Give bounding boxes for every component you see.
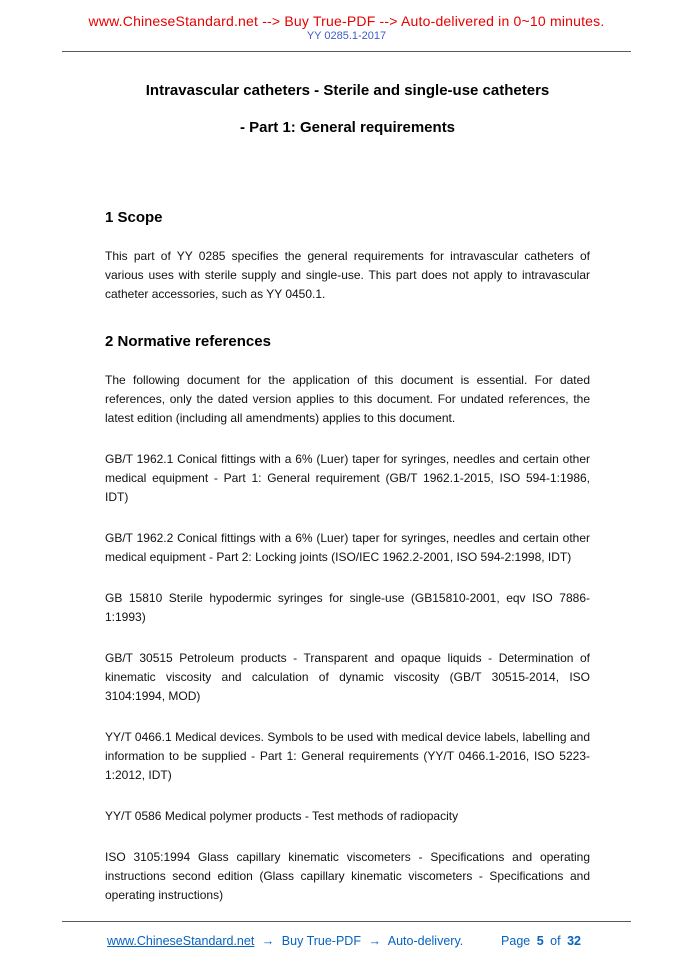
promo-banner[interactable]: www.ChineseStandard.net --> Buy True-PDF --> Auto-delivered in 0~10 minutes.	[88, 13, 605, 29]
paragraph: GB 15810 Sterile hypodermic syringes for single-use (GB15810-2001, eqv ISO 7886-1:1993)	[105, 591, 590, 624]
document-title	[105, 82, 590, 137]
paragraph: GB/T 1962.1 Conical fittings with a 6% (Luer) taper for syringes, needles and certain other medical equipment - Part 1: General requirement (GB/T 1962.1-2015, ISO 594-1:1986, IDT)	[105, 452, 590, 504]
footer-delivery-text: Auto-delivery.	[387, 934, 464, 948]
document-body	[0, 82, 693, 905]
paragraph: GB/T 30515 Petroleum products - Transparent and opaque liquids - Determination of kinematic viscosity and calculation of dynamic viscosity (GB/T 30515-2014, ISO 3104:1994, MOD)	[105, 651, 590, 703]
arrow-right-icon: →	[368, 934, 381, 948]
page-footer	[0, 921, 693, 948]
page-of-label: of	[550, 934, 561, 948]
paragraph: ISO 3105:1994 Glass capillary kinematic viscometers - Specifications and operating instructions second edition (Glass capillary kinematic viscometers - Specifications and operating instructions)	[105, 850, 590, 902]
page-total: 32	[567, 934, 581, 948]
section-heading-scope: 1 Scope	[105, 209, 163, 226]
paragraph: The following document for the application of this document is essential. For dated references, only the dated version applies to this document. For undated references, the latest edition (including all amendments) applies to this document.	[105, 373, 590, 425]
paragraph: YY/T 0466.1 Medical devices. Symbols to be used with medical device labels, labelling and information to be supplied - Part 1: General requirements (YY/T 0466.1-2016, ISO 5223-1:2012, IDT)	[105, 730, 590, 782]
header-divider	[62, 51, 631, 52]
page-indicator	[498, 934, 581, 948]
paragraph: YY/T 0586 Medical polymer products - Test methods of radiopacity	[105, 809, 459, 823]
page-label: Page	[501, 934, 531, 948]
doc-code-label: YY 0285.1-2017	[306, 30, 387, 42]
footer-divider	[62, 921, 631, 922]
paragraph: GB/T 1962.2 Conical fittings with a 6% (Luer) taper for syringes, needles and certain other medical equipment - Part 2: Locking joints (ISO/IEC 1962.2-2001, ISO 594-2:1998, IDT)	[105, 531, 590, 564]
document-title-line1: Intravascular catheters - Sterile and single-use catheters	[145, 82, 550, 99]
section-heading-normative-references: 2 Normative references	[105, 333, 271, 350]
arrow-right-icon: →	[261, 934, 275, 948]
footer-buy-text: Buy True-PDF	[281, 934, 361, 948]
page-current: 5	[536, 934, 544, 948]
footer-site-link[interactable]: www.ChineseStandard.net	[107, 934, 255, 948]
paragraph: This part of YY 0285 specifies the general requirements for intravascular catheters of various uses with sterile supply and single-use. This part does not apply to intravascular catheter accessories, such as YY 0450.1.	[105, 249, 590, 301]
footer-promo	[107, 934, 467, 948]
document-title-line2: - Part 1: General requirements	[239, 119, 456, 136]
